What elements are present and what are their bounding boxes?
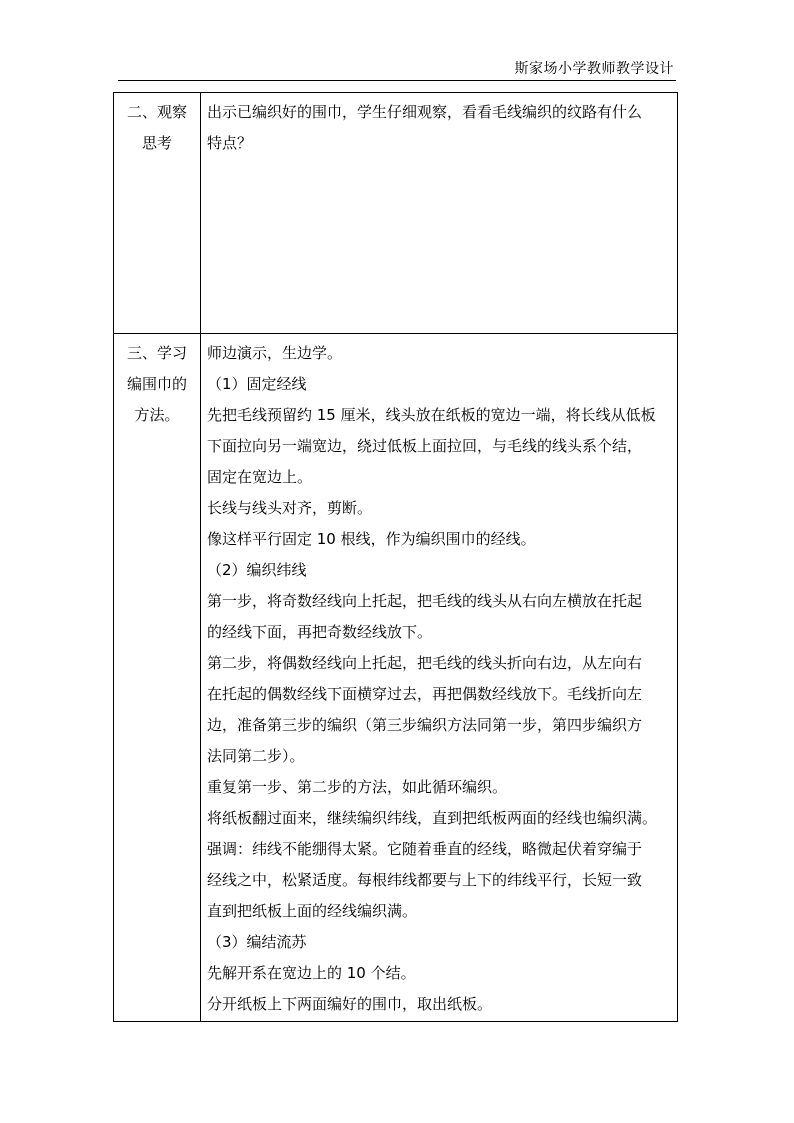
content-subheading: （1）固定经线 — [207, 375, 307, 393]
content-line: 出示已编织好的围巾，学生仔细观察，看看毛线编织的纹路有什么 — [207, 103, 643, 121]
content-line: 经线之中，松紧适度。每根纬线都要与上下的纬线平行，长短一致 — [207, 871, 643, 889]
section-label-line: 编围巾的 — [126, 375, 187, 393]
content-line: 边，准备第三步的编织（第三步编织方法同第一步，第四步编织方 — [207, 716, 643, 734]
content-line: 先解开系在宽边上的 10 个结。 — [207, 964, 416, 982]
content-line: 特点？ — [207, 134, 253, 152]
section-label-cell — [114, 334, 201, 1022]
section-content-cell — [201, 93, 678, 334]
content-subheading: （2）编织纬线 — [207, 561, 307, 579]
content-line: 直到把纸板上面的经线编织满。 — [207, 902, 418, 920]
content-line: 强调：纬线不能绷得太紧。它随着垂直的经线，略微起伏着穿编于 — [207, 840, 643, 858]
content-line: 长线与线头对齐，剪断。 — [207, 499, 373, 517]
table-row — [114, 334, 678, 1022]
section-label-line: 方法。 — [134, 406, 180, 424]
content-line: 第二步，将偶数经线向上托起，把毛线的线头折向右边，从左向右 — [207, 654, 643, 672]
content-line: 法同第二步）。 — [207, 747, 305, 765]
content-line: 分开纸板上下两面编好的围巾，取出纸板。 — [207, 995, 493, 1013]
section-label-cell — [114, 93, 201, 334]
content-line: 重复第一步、第二步的方法，如此循环编织。 — [207, 778, 508, 796]
content-line: 在托起的偶数经线下面横穿过去，再把偶数经线放下。毛线折向左 — [207, 685, 643, 703]
content-line: 下面拉向另一端宽边，绕过低板上面拉回，与毛线的线头系个结， — [207, 437, 643, 455]
section-content-cell — [201, 334, 678, 1022]
content-line: 第一步，将奇数经线向上托起，把毛线的线头从右向左横放在托起 — [207, 592, 643, 610]
content-line: 先把毛线预留约 15 厘米，线头放在纸板的宽边一端，将长线从低板 — [207, 406, 656, 424]
section-label-line: 二、观察 — [126, 103, 187, 121]
header-divider — [118, 80, 676, 81]
content-line: 像这样平行固定 10 根线，作为编织围巾的经线。 — [207, 530, 536, 548]
content-line: 的经线下面，再把奇数经线放下。 — [207, 623, 433, 641]
section-label-line: 三、学习 — [126, 344, 187, 362]
content-subheading: （3）编结流苏 — [207, 933, 307, 951]
content-line: 固定在宽边上。 — [207, 468, 313, 486]
lesson-plan-table — [113, 92, 678, 1022]
table-row — [114, 93, 678, 334]
content-line: 师边演示，生边学。 — [207, 344, 343, 362]
section-label-line: 思考 — [141, 134, 172, 152]
document-header-title: 斯家场小学教师教学设计 — [514, 61, 674, 77]
content-line: 将纸板翻过面来，继续编织纬线，直到把纸板两面的经线也编织满。 — [207, 809, 658, 827]
